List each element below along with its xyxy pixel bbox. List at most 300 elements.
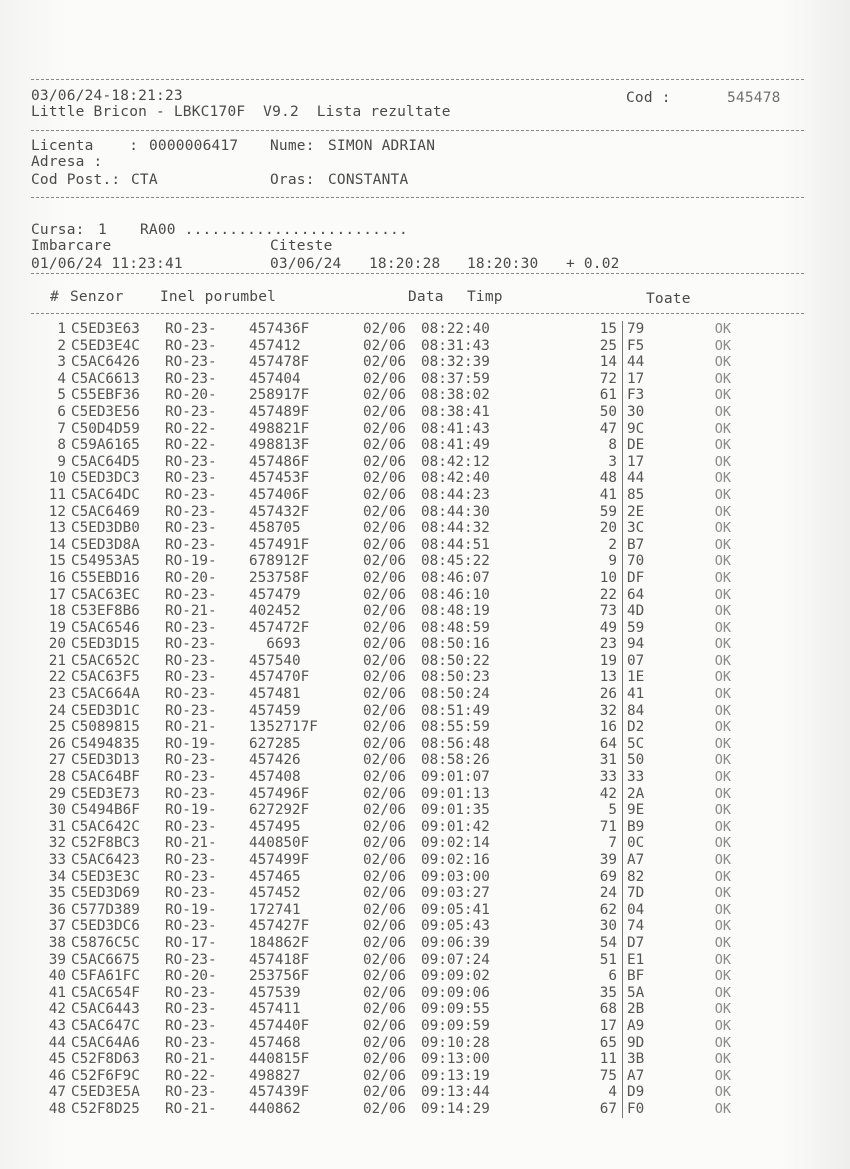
arrival-date: 02/06	[363, 354, 407, 371]
status-ok: OK	[714, 437, 731, 454]
ring-number: 457432F	[249, 503, 310, 520]
arrival-time: 09:05:43	[421, 918, 490, 935]
table-row	[30, 819, 731, 836]
arrival-date: 02/06	[363, 785, 407, 802]
row-number: 22	[48, 669, 66, 686]
row-number: 47	[48, 1084, 66, 1101]
ring-prefix: RO-20-	[165, 968, 217, 985]
ring-prefix: RO-23-	[165, 1084, 217, 1101]
row-number: 31	[48, 818, 66, 835]
ring-number: 253758F	[249, 569, 310, 586]
sensor-id: C5ED3E73	[71, 785, 140, 802]
toate-value: 33	[599, 769, 617, 786]
row-number: 8	[57, 437, 66, 454]
sensor-id: C5ED3E5A	[71, 1084, 140, 1101]
ring-prefix: RO-21-	[165, 719, 217, 736]
hex-code: A7	[623, 852, 672, 869]
arrival-date: 02/06	[363, 735, 407, 752]
toate-value: 31	[599, 752, 617, 769]
table-row	[30, 1084, 731, 1101]
row-number: 39	[48, 951, 66, 968]
arrival-date: 02/06	[363, 586, 407, 603]
ring-prefix: RO-23-	[165, 354, 217, 371]
status-ok: OK	[714, 486, 731, 503]
hex-code: A9	[623, 1018, 672, 1035]
ring-prefix: RO-23-	[165, 1034, 217, 1051]
adresa-label: Adresa :	[31, 154, 103, 170]
arrival-time: 09:07:24	[421, 951, 490, 968]
ring-number: 457418F	[249, 951, 310, 968]
sensor-id: C5494835	[71, 735, 140, 752]
status-ok: OK	[714, 918, 731, 935]
ring-number: 627285	[249, 735, 301, 752]
ring-prefix: RO-23-	[165, 453, 217, 470]
row-number: 44	[48, 1034, 66, 1051]
ring-prefix: RO-23-	[165, 868, 217, 885]
ring-prefix: RO-23-	[165, 852, 217, 868]
toate-value: 24	[599, 885, 617, 902]
table-row	[30, 487, 731, 504]
row-number: 10	[48, 470, 66, 487]
table-row	[30, 952, 731, 969]
row-number: 38	[48, 934, 66, 951]
arrival-date: 02/06	[363, 503, 407, 520]
row-number: 25	[48, 719, 66, 736]
ring-prefix: RO-23-	[165, 503, 217, 520]
sensor-id: C53EF8B6	[71, 603, 140, 620]
ring-prefix: RO-19-	[165, 901, 217, 918]
status-ok: OK	[714, 752, 731, 769]
status-ok: OK	[714, 1034, 731, 1051]
oras-label: Oras:	[270, 172, 315, 188]
table-row	[30, 769, 731, 786]
table-row	[30, 354, 731, 371]
table-row	[30, 1001, 731, 1018]
arrival-date: 02/06	[363, 321, 407, 337]
ring-number: 1352717F	[249, 719, 318, 736]
status-ok: OK	[714, 818, 731, 835]
arrival-time: 08:44:51	[421, 536, 490, 553]
ring-prefix: RO-23-	[165, 918, 217, 935]
sensor-id: C5ED3DC3	[71, 470, 140, 487]
row-number: 7	[57, 420, 66, 437]
arrival-time: 09:02:14	[421, 835, 490, 852]
ring-number: 457465	[249, 868, 301, 885]
nume-label: Nume:	[270, 138, 315, 154]
status-ok: OK	[714, 536, 731, 553]
arrival-date: 02/06	[363, 1034, 407, 1051]
arrival-date: 02/06	[363, 984, 407, 1001]
sensor-id: C5ED3E56	[71, 403, 140, 420]
toate-value: 4	[608, 1084, 617, 1101]
ring-number: 184862F	[249, 934, 310, 951]
status-ok: OK	[714, 569, 731, 586]
ring-prefix: RO-23-	[165, 520, 217, 537]
ring-prefix: RO-23-	[165, 619, 217, 636]
hex-code: 9E	[623, 802, 672, 819]
toate-value: 25	[599, 337, 617, 354]
status-ok: OK	[714, 702, 731, 719]
ring-number: 498827	[249, 1067, 301, 1084]
licenta-label: Licenta :	[31, 138, 139, 154]
status-ok: OK	[714, 1084, 731, 1101]
hex-code: F5	[623, 338, 672, 355]
hex-code: 9C	[623, 421, 672, 438]
sensor-id: C5ED3D13	[71, 752, 140, 769]
ring-number: 457426	[249, 752, 301, 769]
hex-code: 17	[623, 454, 672, 471]
ring-number: 457406F	[249, 486, 310, 503]
hex-code: 30	[623, 404, 672, 421]
citeste-offset: + 0.02	[566, 256, 620, 272]
row-number: 33	[48, 852, 66, 868]
row-number: 45	[48, 1051, 66, 1068]
ring-prefix: RO-23-	[165, 636, 217, 653]
hex-code: 94	[623, 636, 672, 653]
status-ok: OK	[714, 321, 731, 337]
arrival-time: 09:09:59	[421, 1017, 490, 1034]
table-row	[30, 421, 731, 438]
hex-code: B7	[623, 537, 672, 554]
row-number: 32	[48, 835, 66, 852]
hex-code: DE	[623, 437, 672, 454]
status-ok: OK	[714, 785, 731, 802]
status-ok: OK	[714, 453, 731, 470]
divider	[31, 197, 804, 199]
toate-value: 51	[599, 951, 617, 968]
ring-number: 402452	[249, 603, 301, 620]
divider	[31, 273, 804, 275]
ring-number: 253756F	[249, 968, 310, 985]
ring-number: 458705	[249, 520, 301, 537]
status-ok: OK	[714, 370, 731, 387]
hex-code: F3	[623, 387, 672, 404]
row-number: 26	[48, 735, 66, 752]
table-row	[30, 935, 731, 952]
ring-prefix: RO-23-	[165, 669, 217, 686]
ring-prefix: RO-23-	[165, 321, 217, 337]
row-number: 15	[48, 553, 66, 570]
toate-value: 32	[599, 702, 617, 719]
arrival-date: 02/06	[363, 619, 407, 636]
row-number: 46	[48, 1067, 66, 1084]
ring-number: 172741	[249, 901, 301, 918]
table-row	[30, 1101, 731, 1118]
arrival-time: 08:56:48	[421, 735, 490, 752]
arrival-date: 02/06	[363, 520, 407, 537]
ring-prefix: RO-19-	[165, 802, 217, 819]
ring-number: 457479	[249, 586, 301, 603]
row-number: 37	[48, 918, 66, 935]
col-header-senzor: Senzor	[70, 289, 124, 305]
divider	[31, 313, 804, 315]
hex-code: 1E	[623, 669, 672, 686]
ring-number: 440862	[249, 1100, 301, 1117]
arrival-date: 02/06	[363, 918, 407, 935]
arrival-date: 02/06	[363, 536, 407, 553]
status-ok: OK	[714, 735, 731, 752]
cod-label: Cod :	[626, 90, 671, 106]
hex-code: 84	[623, 703, 672, 720]
arrival-time: 08:55:59	[421, 719, 490, 736]
sensor-id: C59A6165	[71, 437, 140, 454]
status-ok: OK	[714, 1100, 731, 1117]
arrival-date: 02/06	[363, 719, 407, 736]
row-number: 41	[48, 984, 66, 1001]
arrival-time: 09:09:02	[421, 968, 490, 985]
arrival-date: 02/06	[363, 835, 407, 852]
row-number: 27	[48, 752, 66, 769]
status-ok: OK	[714, 934, 731, 951]
ring-number: 457496F	[249, 785, 310, 802]
toate-value: 48	[599, 470, 617, 487]
toate-value: 2	[608, 536, 617, 553]
arrival-time: 08:31:43	[421, 337, 490, 354]
arrival-date: 02/06	[363, 486, 407, 503]
toate-value: 67	[599, 1100, 617, 1117]
arrival-date: 02/06	[363, 1084, 407, 1101]
hex-code: 0C	[623, 835, 672, 852]
toate-value: 22	[599, 586, 617, 603]
row-number: 23	[48, 686, 66, 703]
ring-number: 457408	[249, 769, 301, 786]
arrival-date: 02/06	[363, 1051, 407, 1068]
table-row	[30, 620, 731, 637]
ring-prefix: RO-23-	[165, 686, 217, 703]
arrival-date: 02/06	[363, 852, 407, 868]
arrival-date: 02/06	[363, 885, 407, 902]
arrival-time: 08:45:22	[421, 553, 490, 570]
arrival-date: 02/06	[363, 569, 407, 586]
ring-prefix: RO-20-	[165, 569, 217, 586]
status-ok: OK	[714, 984, 731, 1001]
hex-code: 44	[623, 470, 672, 487]
arrival-time: 08:48:19	[421, 603, 490, 620]
sensor-id: C5494B6F	[71, 802, 140, 819]
toate-value: 35	[599, 984, 617, 1001]
table-row	[30, 786, 731, 803]
arrival-time: 09:09:55	[421, 1001, 490, 1018]
sensor-id: C5AC642C	[71, 818, 140, 835]
table-row	[30, 918, 731, 935]
status-ok: OK	[714, 951, 731, 968]
hex-code: 3B	[623, 1051, 672, 1068]
sensor-id: C5AC6613	[71, 370, 140, 387]
toate-value: 7	[608, 835, 617, 852]
print-datetime: 03/06/24-18:21:23	[31, 88, 183, 104]
ring-number: 457440F	[249, 1017, 310, 1034]
hex-code: D7	[623, 935, 672, 952]
ring-prefix: RO-23-	[165, 702, 217, 719]
ring-number: 627292F	[249, 802, 310, 819]
ring-number: 457489F	[249, 403, 310, 420]
arrival-time: 08:44:23	[421, 486, 490, 503]
table-row	[30, 470, 731, 487]
toate-value: 16	[599, 719, 617, 736]
status-ok: OK	[714, 603, 731, 620]
arrival-time: 08:42:12	[421, 453, 490, 470]
ring-number: 457459	[249, 702, 301, 719]
hex-code: BF	[623, 968, 672, 985]
status-ok: OK	[714, 387, 731, 404]
status-ok: OK	[714, 636, 731, 653]
hex-code: D9	[623, 1084, 672, 1101]
ring-number: 457470F	[249, 669, 310, 686]
sensor-id: C5AC64D5	[71, 453, 140, 470]
ring-prefix: RO-23-	[165, 652, 217, 669]
arrival-date: 02/06	[363, 934, 407, 951]
ring-number: 457478F	[249, 354, 310, 371]
ring-prefix: RO-23-	[165, 785, 217, 802]
sensor-id: C5FA61FC	[71, 968, 140, 985]
status-ok: OK	[714, 1051, 731, 1068]
oras-value: CONSTANTA	[328, 172, 409, 188]
status-ok: OK	[714, 403, 731, 420]
ring-prefix: RO-21-	[165, 603, 217, 620]
arrival-date: 02/06	[363, 686, 407, 703]
licenta-value: 0000006417	[149, 138, 239, 154]
row-number: 6	[57, 403, 66, 420]
col-header-no: #	[50, 289, 59, 305]
arrival-date: 02/06	[363, 818, 407, 835]
table-row	[30, 437, 731, 454]
ring-prefix: RO-23-	[165, 486, 217, 503]
arrival-time: 08:46:07	[421, 569, 490, 586]
sensor-id: C5AC6546	[71, 619, 140, 636]
ring-prefix: RO-23-	[165, 370, 217, 387]
arrival-time: 09:01:35	[421, 802, 490, 819]
table-row	[30, 1068, 731, 1085]
hex-code: 5C	[623, 736, 672, 753]
col-header-toate: Toate	[646, 291, 691, 307]
sensor-id: C5AC64DC	[71, 486, 140, 503]
arrival-time: 09:02:16	[421, 852, 490, 868]
status-ok: OK	[714, 901, 731, 918]
status-ok: OK	[714, 503, 731, 520]
sensor-id: C5AC64A6	[71, 1034, 140, 1051]
status-ok: OK	[714, 520, 731, 537]
sensor-id: C54953A5	[71, 553, 140, 570]
table-row	[30, 902, 731, 919]
row-number: 40	[48, 968, 66, 985]
sensor-id: C5ED3E3C	[71, 868, 140, 885]
arrival-time: 08:37:59	[421, 370, 490, 387]
ring-prefix: RO-23-	[165, 1017, 217, 1034]
sensor-id: C5ED3E63	[71, 321, 140, 337]
ring-number: 457411	[249, 1001, 301, 1018]
ring-number: 457540	[249, 652, 301, 669]
citeste-date: 03/06/24	[270, 256, 342, 272]
sensor-id: C5AC64BF	[71, 769, 140, 786]
table-row	[30, 387, 731, 404]
toate-value: 23	[599, 636, 617, 653]
hex-code: 85	[623, 487, 672, 504]
sensor-id: C5AC6469	[71, 503, 140, 520]
arrival-time: 09:10:28	[421, 1034, 490, 1051]
arrival-time: 09:13:19	[421, 1067, 490, 1084]
toate-value: 20	[599, 520, 617, 537]
arrival-time: 08:48:59	[421, 619, 490, 636]
arrival-time: 08:50:23	[421, 669, 490, 686]
divider	[31, 130, 804, 132]
arrival-date: 02/06	[363, 437, 407, 454]
hex-code: 82	[623, 869, 672, 886]
table-row	[30, 321, 731, 338]
imbarcare-value: 01/06/24 11:23:41	[31, 256, 183, 272]
arrival-date: 02/06	[363, 901, 407, 918]
toate-value: 50	[599, 403, 617, 420]
status-ok: OK	[714, 868, 731, 885]
arrival-date: 02/06	[363, 702, 407, 719]
hex-code: E1	[623, 952, 672, 969]
arrival-time: 08:44:30	[421, 503, 490, 520]
sensor-id: C5AC63F5	[71, 669, 140, 686]
sensor-id: C5089815	[71, 719, 140, 736]
arrival-time: 08:38:02	[421, 387, 490, 404]
row-number: 20	[48, 636, 66, 653]
ring-number: 457427F	[249, 918, 310, 935]
arrival-time: 08:41:49	[421, 437, 490, 454]
ring-prefix: RO-23-	[165, 885, 217, 902]
toate-value: 17	[599, 1017, 617, 1034]
row-number: 16	[48, 569, 66, 586]
arrival-date: 02/06	[363, 370, 407, 387]
row-number: 35	[48, 885, 66, 902]
sensor-id: C5AC6426	[71, 354, 140, 371]
ring-number: 457452	[249, 885, 301, 902]
status-ok: OK	[714, 1001, 731, 1018]
arrival-date: 02/06	[363, 470, 407, 487]
row-number: 43	[48, 1017, 66, 1034]
arrival-time: 08:32:39	[421, 354, 490, 371]
toate-value: 41	[599, 486, 617, 503]
table-row	[30, 869, 731, 886]
arrival-date: 02/06	[363, 403, 407, 420]
hex-code: 59	[623, 620, 672, 637]
ring-number: 457491F	[249, 536, 310, 553]
table-row	[30, 520, 731, 537]
toate-value: 26	[599, 686, 617, 703]
table-row	[30, 371, 731, 388]
sensor-id: C5AC6423	[71, 852, 140, 868]
status-ok: OK	[714, 852, 731, 868]
toate-value: 6	[608, 968, 617, 985]
toate-value: 47	[599, 420, 617, 437]
sensor-id: C5AC6675	[71, 951, 140, 968]
arrival-date: 02/06	[363, 1067, 407, 1084]
table-row	[30, 603, 731, 620]
hex-code: 74	[623, 918, 672, 935]
hex-code: 2B	[623, 1001, 672, 1018]
row-number: 13	[48, 520, 66, 537]
row-number: 18	[48, 603, 66, 620]
table-row	[30, 835, 731, 852]
arrival-date: 02/06	[363, 636, 407, 653]
toate-value: 75	[599, 1067, 617, 1084]
arrival-time: 08:50:16	[421, 636, 490, 653]
toate-value: 73	[599, 603, 617, 620]
arrival-time: 09:01:13	[421, 785, 490, 802]
divider	[31, 79, 804, 81]
ring-prefix: RO-21-	[165, 1100, 217, 1117]
ring-number: 457436F	[249, 321, 310, 337]
ring-prefix: RO-23-	[165, 818, 217, 835]
ring-number: 440850F	[249, 835, 310, 852]
toate-value: 8	[608, 437, 617, 454]
status-ok: OK	[714, 470, 731, 487]
ring-number: 258917F	[249, 387, 310, 404]
sensor-id: C5ED3D69	[71, 885, 140, 902]
